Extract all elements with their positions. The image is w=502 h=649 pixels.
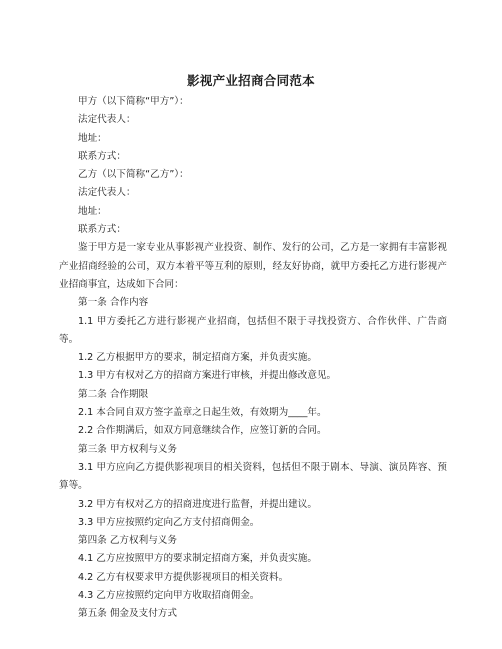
body-line: 甲方（以下简称“甲方”）： — [78, 96, 189, 107]
body-line: 第三条 甲方权利与义务 — [78, 443, 177, 455]
body-line: 3.2 甲方有权对乙方的招商进度进行监督，并提出建议。 — [78, 498, 317, 510]
body-line: 地址： — [78, 205, 107, 217]
body-line: 联系方式： — [78, 150, 126, 162]
body-line: 3.3 甲方应按照约定向乙方支付招商佣金。 — [78, 516, 260, 528]
body-line: 1.3 甲方有权对乙方的招商方案进行审核，并提出修改意见。 — [78, 370, 337, 382]
body-line: 2.2 合作期满后，如双方同意继续合作，应签订新的合同。 — [78, 425, 327, 437]
body-line: 乙方（以下简称“乙方”）： — [78, 169, 189, 181]
body-line: 第一条 合作内容 — [78, 297, 149, 309]
body-line: 4.2 乙方有权要求甲方提供影视项目的相关资料。 — [78, 571, 289, 583]
body-line: 2.1 本合同自双方签字盖章之日起生效，有效期为____年。 — [78, 407, 327, 419]
body-paragraph: 1.1 甲方委托乙方进行影视产业招商，包括但不限于寻找投资方、合作伙伴、广告商等。 — [59, 315, 447, 345]
body-paragraph: 鉴于甲方是一家专业从事影视产业投资、制作、发行的公司，乙方是一家拥有丰富影视产业招商经验的公司，双方本着平等互利的原则，经友好协商，就甲方委托乙方进行影视产业招商事宜，达成如下合同： — [59, 242, 447, 290]
body-line: 联系方式： — [78, 224, 126, 236]
body-line: 法定代表人： — [78, 114, 136, 126]
document-body — [59, 93, 447, 624]
body-line: 4.1 乙方应按照甲方的要求制定招商方案，并负责实施。 — [78, 553, 317, 565]
body-line: 第四条 乙方权利与义务 — [78, 535, 177, 547]
body-paragraph: 3.1 甲方应向乙方提供影视项目的相关资料，包括但不限于剧本、导演、演员阵容、预算等。 — [59, 461, 447, 492]
body-line: 法定代表人： — [78, 187, 136, 199]
body-line: 地址： — [78, 132, 107, 144]
document-title: 影视产业招商合同范本 — [186, 73, 315, 88]
body-line: 4.3 乙方应按照约定向甲方收取招商佣金。 — [78, 590, 260, 602]
body-line: 第五条 佣金及支付方式 — [78, 608, 177, 620]
body-line: 第二条 合作期限 — [78, 388, 149, 400]
body-line: 1.2 乙方根据甲方的要求，制定招商方案，并负责实施。 — [78, 352, 317, 364]
